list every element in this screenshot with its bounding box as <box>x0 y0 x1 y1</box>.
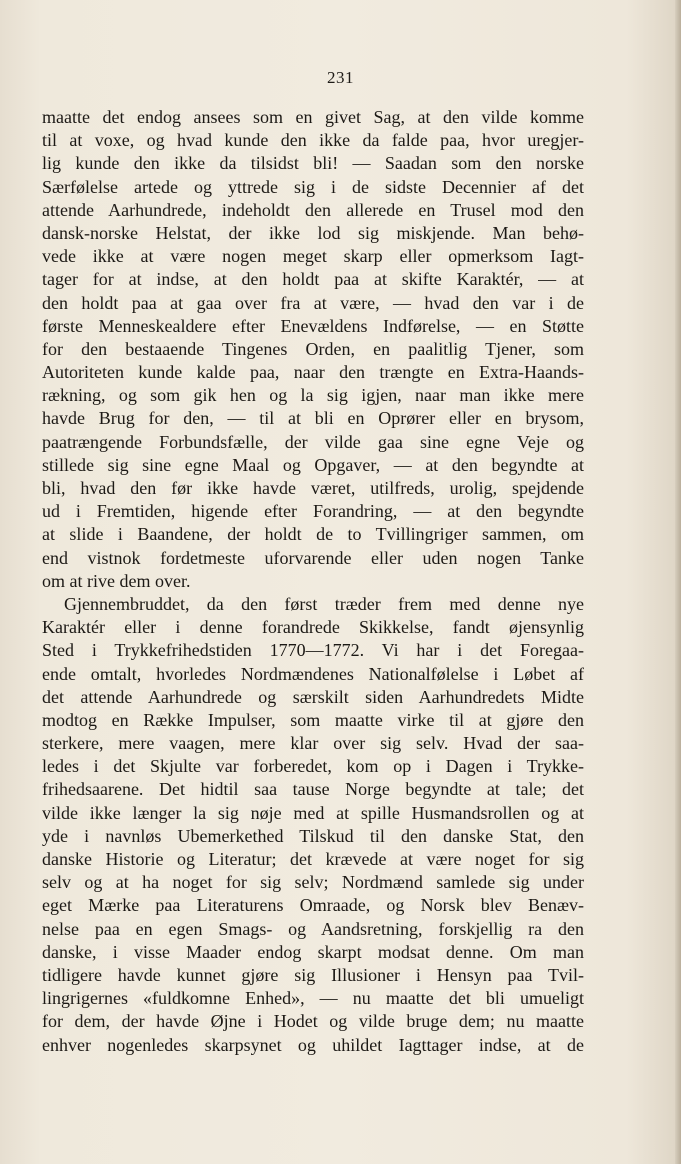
text-line: paatrængende Forbundsfælle, der vilde gaa sine egne Veje og <box>42 431 584 452</box>
text-line: rækning, og som gik hen og la sig igjen, naar man ikke mere <box>42 385 584 406</box>
text-line: nelse paa en egen Smags- og Aandsretning, forskjellig ra den <box>42 918 584 939</box>
text-line: danske, i visse Maader endog skarpt modsat denne. Om man <box>42 941 584 962</box>
page-number: 231 <box>327 68 354 87</box>
text-line: selv og at ha noget for sig selv; Nordmænd samlede sig under <box>42 872 584 893</box>
text-line: lingrigernes «fuldkomne Enhed», — nu maatte det bli umueligt <box>42 988 584 1009</box>
text-line: yde i navnløs Ubemerkethed Tilskud til den danske Stat, den <box>42 825 584 846</box>
text-line: om at rive dem over. <box>42 570 191 591</box>
text-line: attende Aarhundrede, indeholdt den allerede en Trusel mod den <box>42 199 584 220</box>
text-line: stillede sig sine egne Maal og Opgaver, — at den begyndte at <box>42 454 584 475</box>
text-line: ende omtalt, hvorledes Nordmændenes Nationalfølelse i Løbet af <box>42 663 584 684</box>
page-edge <box>675 0 681 1164</box>
text-line: havde Brug for den, — til at bli en Oprører eller en brysom, <box>42 408 584 429</box>
text-line: ud i Fremtiden, higende efter Forandring, — at den begyndte <box>42 501 584 522</box>
body-text <box>42 106 584 1057</box>
text-line: eget Mærke paa Literaturens Omraade, og Norsk blev Benæv- <box>42 895 584 916</box>
text-line: det attende Aarhundrede og særskilt siden Aarhundredets Midte <box>42 686 584 707</box>
text-line: for dem, der havde Øjne i Hodet og vilde bruge dem; nu maatte <box>42 1011 584 1032</box>
text-line: sterkere, mere vaagen, mere klar over sig selv. Hvad der saa- <box>42 733 584 754</box>
text-line: dansk-norske Helstat, der ikke lod sig miskjende. Man behø- <box>42 222 584 243</box>
text-line: danske Historie og Literatur; det krævede at være noget for sig <box>42 849 584 869</box>
text-line: til at voxe, og hvad kunde den ikke da falde paa, hvor uregjer- <box>42 130 584 151</box>
text-line: lig kunde den ikke da tilsidst bli! — Saadan som den norske <box>42 153 584 174</box>
text-line: Autoriteten kunde kalde paa, naar den trængte en Extra-Haands- <box>42 362 584 383</box>
text-line: for den bestaaende Tingenes Orden, en paalitlig Tjener, som <box>42 338 584 359</box>
text-line: bli, hvad den før ikke havde været, utilfreds, urolig, spejdende <box>42 478 584 498</box>
text-line: Særfølelse artede og yttrede sig i de sidste Decennier af det <box>42 176 584 197</box>
text-line: Gjennembruddet, da den først træder frem med denne nye <box>64 593 584 614</box>
text-line: tager for at indse, at den holdt paa at skifte Karaktér, — at <box>42 269 584 290</box>
text-line: maatte det endog ansees som en givet Sag, at den vilde komme <box>42 107 584 127</box>
text-line: ledes i det Skjulte var forberedet, kom op i Dagen i Trykke- <box>42 756 584 777</box>
text-line: første Menneskealdere efter Enevældens Indførelse, — en Støtte <box>42 315 584 336</box>
text-line: vilde ikke længer la sig nøje med at spille Husmandsrollen og at <box>42 802 584 823</box>
text-line: vede ikke at være nogen meget skarp eller opmerksom Iagt- <box>42 246 584 267</box>
text-line: den holdt paa at gaa over fra at være, — hvad den var i de <box>42 292 584 313</box>
text-line: Karaktér eller i denne forandrede Skikkelse, fandt øjensynlig <box>42 617 584 638</box>
text-line: frihedsaarene. Det hidtil saa tause Norge begyndte at tale; det <box>42 779 584 800</box>
text-line: Sted i Trykkefrihedstiden 1770—1772. Vi har i det Foregaa- <box>42 640 584 661</box>
text-line: at slide i Baandene, der holdt de to Tvillingriger sammen, om <box>42 524 584 545</box>
text-line: end vistnok fordetmeste uforvarende eller uden nogen Tanke <box>42 547 584 568</box>
text-line: enhver nogenledes skarpsynet og uhildet Iagttager indse, at de <box>42 1034 584 1055</box>
text-line: tidligere havde kunnet gjøre sig Illusioner i Hensyn paa Tvil- <box>42 964 584 985</box>
text-line: modtog en Række Impulser, som maatte virke til at gjøre den <box>42 709 584 730</box>
